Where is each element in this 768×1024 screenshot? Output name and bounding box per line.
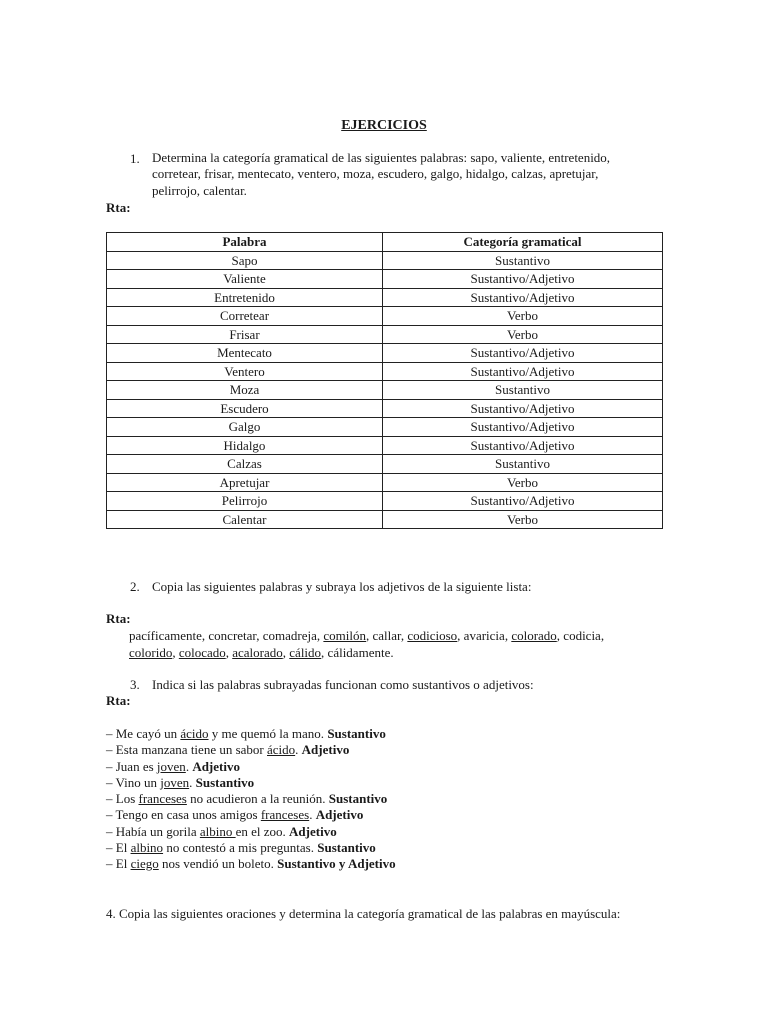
underlined-word: comilón bbox=[323, 628, 366, 643]
sentence-item bbox=[106, 775, 396, 791]
question-1-line: pelirrojo, calentar. bbox=[152, 182, 247, 198]
sentence-text: en el zoo. bbox=[235, 823, 290, 839]
cell-palabra: Galgo bbox=[107, 418, 383, 437]
sentence-text: – Tengo en casa unos amigos bbox=[106, 807, 261, 823]
question-1-line: Determina la categoría gramatical de las siguientes palabras: sapo, valiente, entretenido, bbox=[152, 150, 611, 165]
answer-text: Sustantivo bbox=[317, 840, 376, 856]
sentence-text: no acudieron a la reunión. bbox=[186, 791, 329, 807]
sentence-item bbox=[106, 807, 396, 823]
word: cálidamente bbox=[327, 645, 391, 660]
cell-categoria: Sustantivo bbox=[383, 381, 663, 400]
table-row bbox=[107, 381, 663, 400]
grammar-table bbox=[106, 232, 663, 529]
cell-categoria: Sustantivo/Adjetivo bbox=[383, 288, 663, 307]
sentence-item bbox=[106, 791, 396, 807]
sentence-text: – El bbox=[106, 856, 131, 872]
cell-categoria: Verbo bbox=[383, 510, 663, 529]
sentence-text: – Vino un bbox=[106, 774, 161, 790]
cell-palabra: Escudero bbox=[107, 399, 383, 418]
underlined-word: ácido bbox=[267, 742, 296, 758]
answer-label-1: Rta: bbox=[106, 200, 131, 215]
question-1-line: corretear, frisar, mentecato, ventero, moza, escudero, galgo, hidalgo, calzas, apretujar, bbox=[152, 166, 599, 182]
underlined-word: albino bbox=[130, 840, 164, 856]
sentence-text: – El bbox=[106, 840, 131, 856]
underlined-word: ciego bbox=[130, 856, 159, 872]
answer-text: Sustantivo bbox=[328, 791, 388, 807]
sentence-text: nos vendió un boleto. bbox=[158, 856, 278, 872]
cell-palabra: Sapo bbox=[107, 251, 383, 270]
word: codicia bbox=[563, 628, 601, 643]
answer-text: Sustantivo y Adjetivo bbox=[277, 856, 396, 872]
table-header-row bbox=[107, 233, 663, 252]
underlined-word: joven bbox=[160, 774, 190, 790]
table-row bbox=[107, 307, 663, 326]
cell-categoria: Sustantivo/Adjetivo bbox=[383, 418, 663, 437]
answer-label-2: Rta: bbox=[106, 611, 131, 626]
sentence-text: – Juan es bbox=[106, 758, 157, 774]
answer-text: Adjetivo bbox=[301, 742, 350, 758]
sentence-text: – Esta manzana tiene un sabor bbox=[106, 742, 267, 758]
sentence-text: . bbox=[185, 758, 193, 774]
question-2-text: Copia las siguientes palabras y subraya los adjetivos de la siguiente lista: bbox=[152, 579, 532, 594]
underlined-word: codicioso bbox=[407, 628, 458, 643]
table-row bbox=[107, 510, 663, 529]
cell-categoria: Verbo bbox=[383, 325, 663, 344]
cell-categoria: Sustantivo/Adjetivo bbox=[383, 270, 663, 289]
cell-categoria: Sustantivo bbox=[383, 455, 663, 474]
column-header-palabra: Palabra bbox=[107, 233, 383, 252]
underlined-word: franceses bbox=[260, 807, 310, 823]
underlined-word: colocado bbox=[178, 645, 226, 660]
cell-categoria: Sustantivo/Adjetivo bbox=[383, 399, 663, 418]
underlined-word: joven bbox=[156, 758, 186, 774]
table-row bbox=[107, 344, 663, 363]
answer-text: Sustantivo bbox=[195, 774, 255, 790]
question-1-text bbox=[152, 150, 610, 199]
sentence-text: . bbox=[309, 807, 316, 823]
cell-palabra: Apretujar bbox=[107, 473, 383, 492]
answer-text: Adjetivo bbox=[192, 758, 240, 774]
sentence-text: . bbox=[295, 742, 302, 758]
page-title: EJERCICIOS bbox=[341, 118, 427, 133]
sentence-item bbox=[106, 840, 396, 856]
cell-palabra: Ventero bbox=[107, 362, 383, 381]
underlined-word: albino bbox=[199, 823, 236, 839]
cell-categoria: Verbo bbox=[383, 307, 663, 326]
table-row bbox=[107, 492, 663, 511]
column-header-categoria: Categoría gramatical bbox=[383, 233, 663, 252]
cell-palabra: Moza bbox=[107, 381, 383, 400]
sentence-item bbox=[106, 726, 396, 742]
sentence-text: – Me cayó un bbox=[106, 726, 181, 741]
sentence-text: y me quemó la mano. bbox=[208, 726, 328, 741]
sentence-item bbox=[106, 759, 396, 775]
cell-palabra: Hidalgo bbox=[107, 436, 383, 455]
table-row bbox=[107, 436, 663, 455]
table-row bbox=[107, 362, 663, 381]
word-list-line-2: colorido, colocado, acalorado, cálido, cálidamente. bbox=[129, 645, 394, 660]
word-list-line-1: pacíficamente, concretar, comadreja, comilón, callar, codicioso, avaricia, colorado, codicia, bbox=[129, 628, 605, 643]
cell-categoria: Sustantivo/Adjetivo bbox=[383, 362, 663, 381]
sentence-item bbox=[106, 824, 396, 840]
question-1-number: 1. bbox=[130, 151, 140, 166]
word: callar bbox=[372, 628, 401, 643]
table-row bbox=[107, 270, 663, 289]
table-row bbox=[107, 399, 663, 418]
underlined-word: colorido bbox=[129, 645, 173, 660]
table-row bbox=[107, 288, 663, 307]
sentence-text: . bbox=[189, 774, 196, 790]
sentence-item bbox=[106, 856, 396, 872]
underlined-word: ácido bbox=[180, 726, 209, 741]
cell-palabra: Valiente bbox=[107, 270, 383, 289]
table-row bbox=[107, 473, 663, 492]
underlined-word: franceses bbox=[138, 791, 187, 807]
answer-text: Adjetivo bbox=[315, 807, 364, 823]
word: comadreja bbox=[262, 628, 317, 643]
cell-palabra: Entretenido bbox=[107, 288, 383, 307]
sentence-text: – Los bbox=[106, 791, 139, 807]
word: pacíficamente bbox=[129, 628, 202, 643]
sentence-text: no contestó a mis preguntas. bbox=[163, 840, 318, 856]
cell-categoria: Sustantivo/Adjetivo bbox=[383, 344, 663, 363]
cell-categoria: Sustantivo/Adjetivo bbox=[383, 492, 663, 511]
cell-palabra: Calentar bbox=[107, 510, 383, 529]
underlined-word: colorado bbox=[511, 628, 557, 643]
underlined-word: acalorado bbox=[232, 645, 283, 660]
table-row bbox=[107, 251, 663, 270]
underlined-word: cálido bbox=[289, 645, 322, 660]
question-2-number: 2. bbox=[130, 579, 140, 594]
table-row bbox=[107, 455, 663, 474]
sentence-text: – Había un gorila bbox=[106, 823, 200, 839]
cell-categoria: Verbo bbox=[383, 473, 663, 492]
cell-palabra: Mentecato bbox=[107, 344, 383, 363]
answer-label-3: Rta: bbox=[106, 693, 131, 708]
question-4-text: 4. Copia las siguientes oraciones y determina la categoría gramatical de las palabras en mayúscula: bbox=[106, 906, 621, 921]
answer-text: Sustantivo bbox=[327, 726, 386, 741]
cell-palabra: Pelirrojo bbox=[107, 492, 383, 511]
cell-palabra: Frisar bbox=[107, 325, 383, 344]
sentence-list bbox=[106, 726, 396, 873]
cell-categoria: Sustantivo bbox=[383, 251, 663, 270]
answer-text: Adjetivo bbox=[289, 823, 337, 839]
sentence-item bbox=[106, 742, 396, 758]
cell-palabra: Calzas bbox=[107, 455, 383, 474]
question-3-number: 3. bbox=[130, 677, 140, 692]
cell-categoria: Sustantivo/Adjetivo bbox=[383, 436, 663, 455]
word: avaricia bbox=[463, 628, 505, 643]
table-row bbox=[107, 325, 663, 344]
question-1 bbox=[130, 150, 152, 167]
cell-palabra: Corretear bbox=[107, 307, 383, 326]
word: concretar bbox=[208, 628, 257, 643]
question-3-text: Indica si las palabras subrayadas funcionan como sustantivos o adjetivos: bbox=[152, 677, 534, 692]
table-row bbox=[107, 418, 663, 437]
